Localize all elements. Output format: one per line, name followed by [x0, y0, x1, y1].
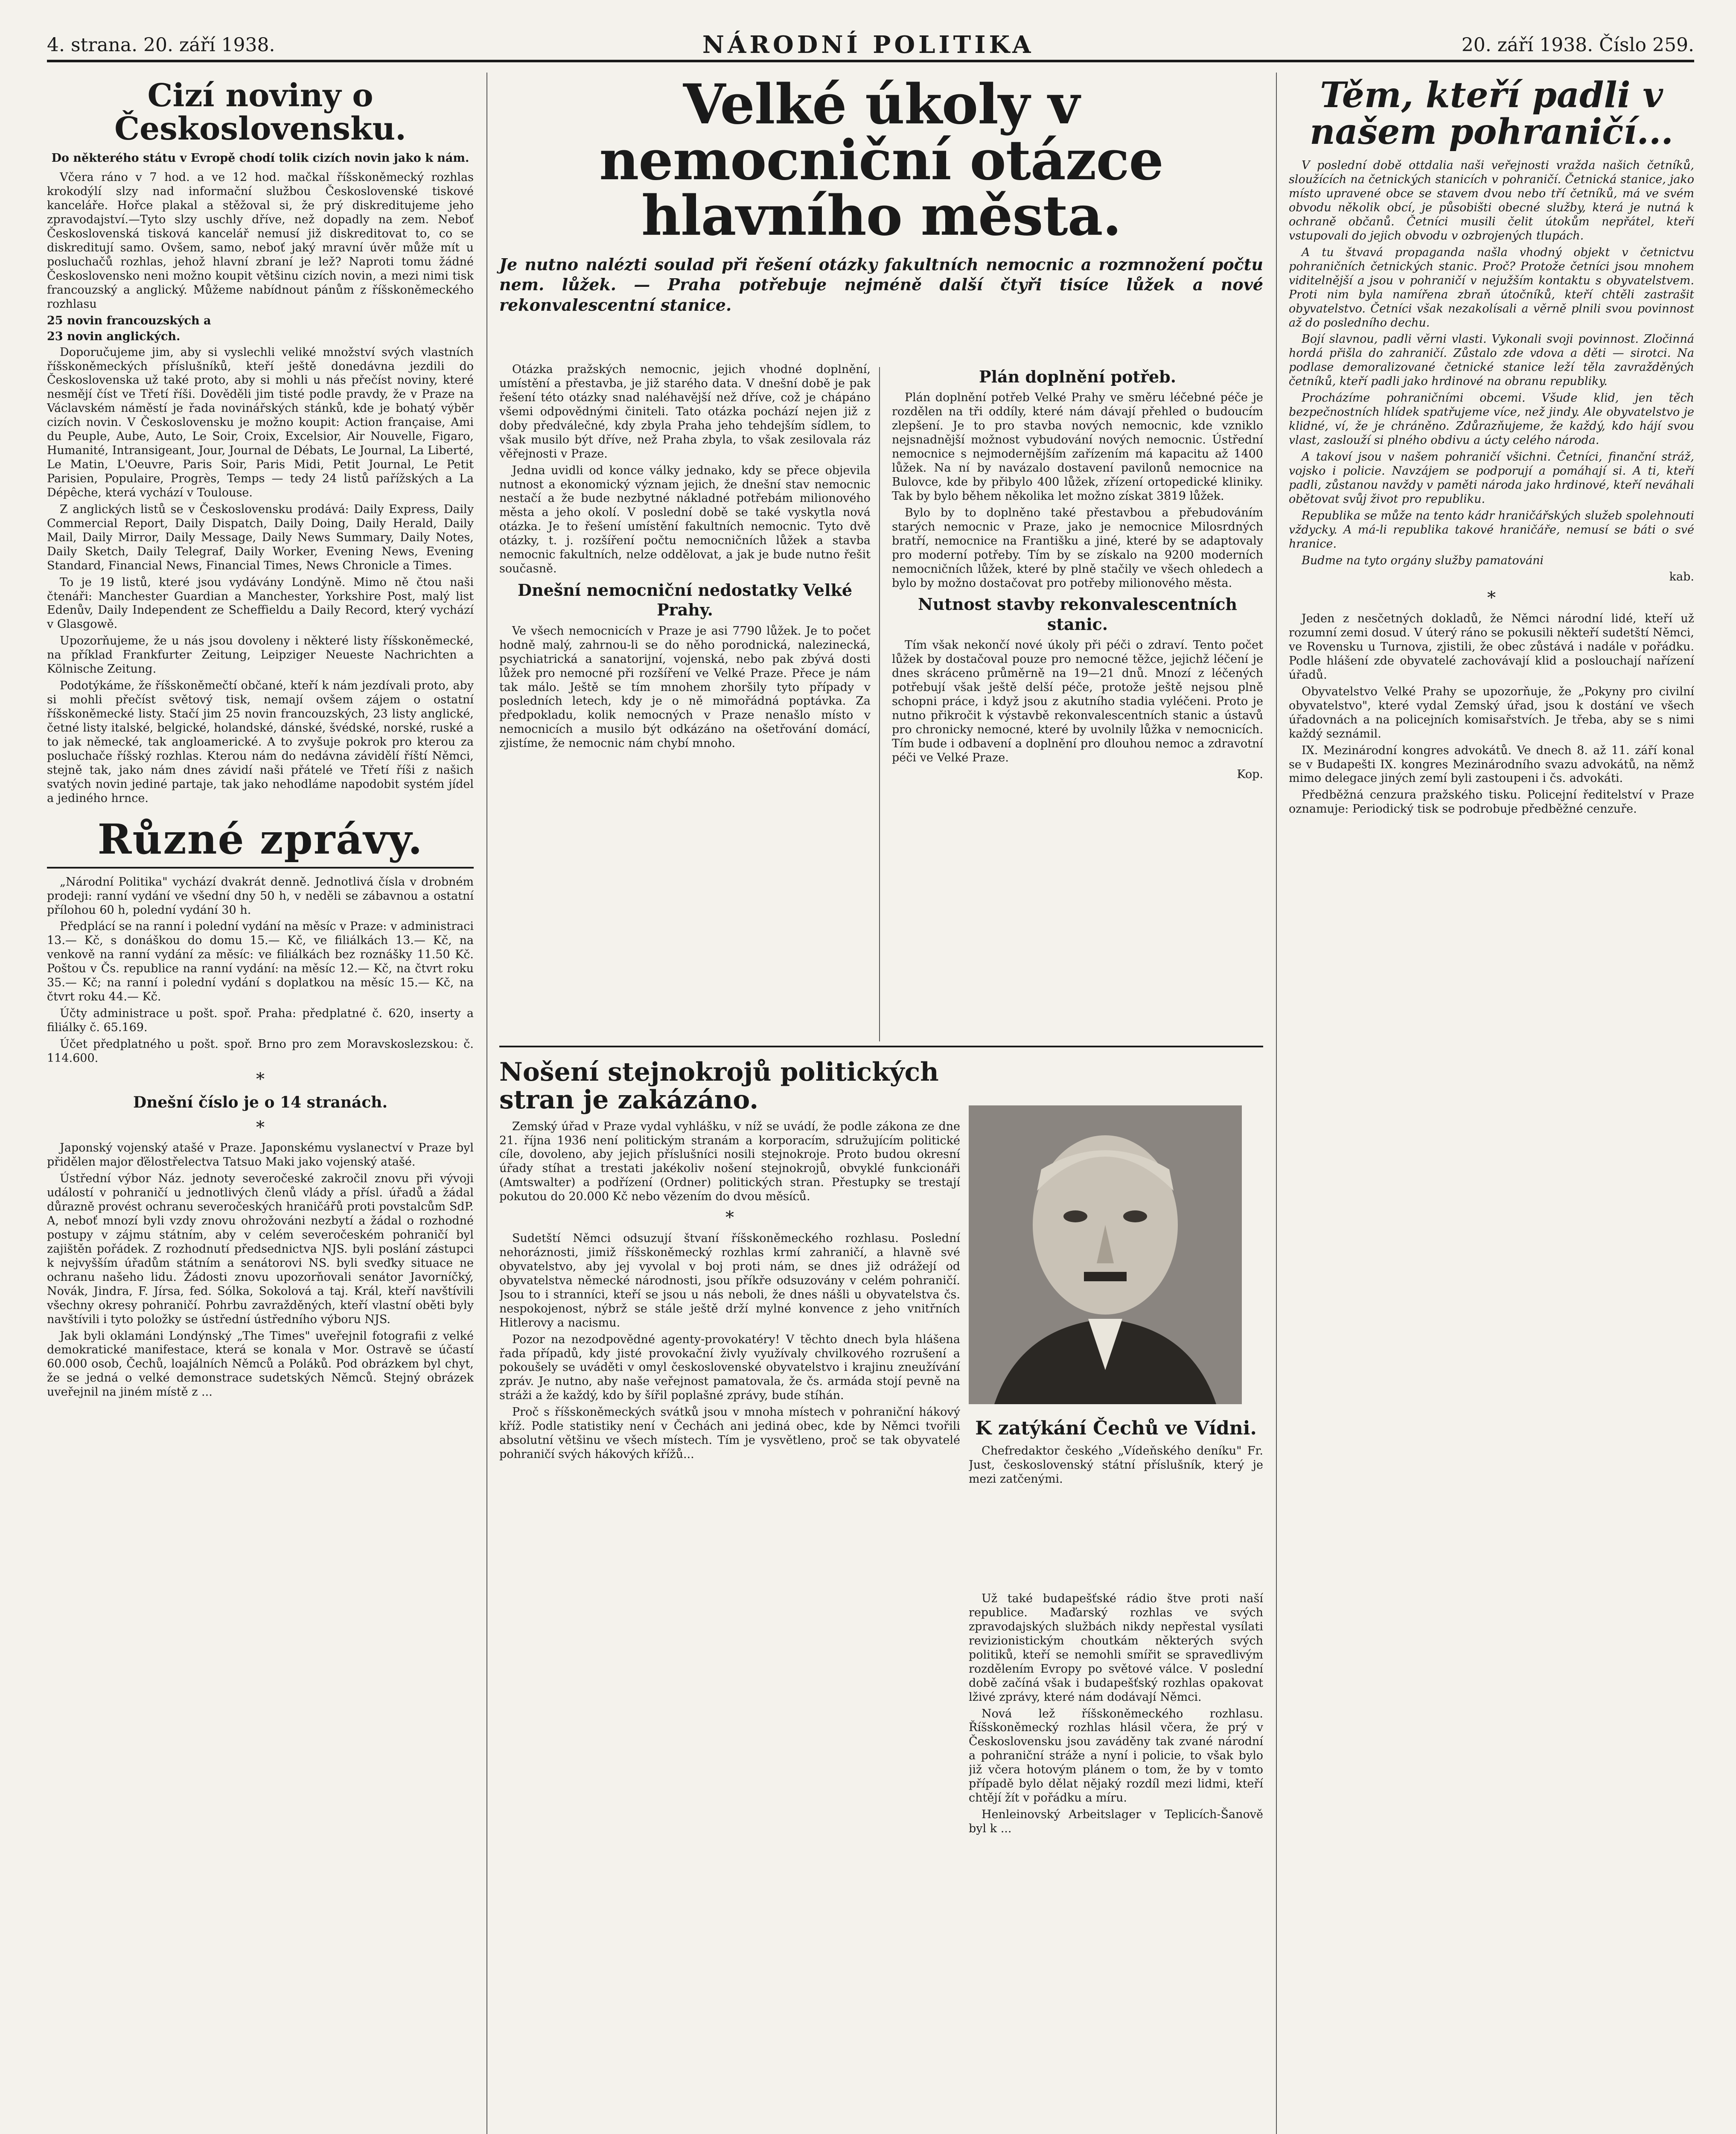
news-item: Obyvatelstvo Velké Prahy se upozorňuje, že „Pokyny pro civilní obyvatelstvo", které vydal Zemský úřad, jsou k dostání ve všech úřadovnách a na policejních komisařstvích. Je třeba, aby se s nimi každý seznámil.: [1289, 685, 1694, 740]
paragraph: A tu štvavá propaganda našla vhodný objekt v četnictvu pohraničních četnických stanic. Proč? Protože četníci jsou mnohem viditelnější a jsou v pohraničí v nejužším kontaktu s obyvatelstvem. Proti nim byla namířena zbraň útočníků, kteří chtěli zastrašit obyvatelstvo. Četníci však nezakolísali a věrně plnili svou povinnost až do posledního dechu.: [1289, 245, 1694, 329]
article-title: Nošení stejnokrojů politických stran je zakázáno.: [499, 1058, 939, 1115]
separator-star: *: [256, 1117, 265, 1137]
news-item: Předběžná cenzura pražského tisku. Policejní ředitelství v Praze oznamuje: Periodický tisk se podrobuje předběžné cenzuře.: [1289, 788, 1694, 816]
paragraph: Podotýkáme, že říšskoněmečtí občané, kteří k nám jezdívali proto, aby si mohli přečíst světový tisk, nemají ovšem zájem o ostatní říšskoněmecké listy. Stačí jim 25 novin francouzských, 23 listy anglické, četné listy italské, belgické, holandské, dánské, švédské, norské, ruské a to jak německé, tak angloamerické. A to zvyšuje pokrok pro kterou za posluchače říšský rozhlas. Kterou nám do nedávna závidělí říští Němci, stejně tak, jako nám dnes závidí naši přátelé ve Třetí říši z našich svatých novin jediné partaje, tak jako nehodláme napodobit systém jídel a jediného hrnce.: [47, 679, 474, 805]
caption-title: K zatýkání Čechů ve Vídni.: [975, 1417, 1257, 1439]
issue-notice: Dnešní číslo je o 14 stranách.: [133, 1093, 387, 1111]
paragraph: „Národní Politika" vychází dvakrát denně. Jednotlivá čísla v drobném prodeji: ranní vydání ve všední dny 50 h, v neděli se zábavnou a ostatní přílohou 60 h, polední vydání 30 h.: [47, 875, 474, 917]
center-lower-right: [969, 1592, 1263, 2134]
list-entry: 25 novin francouzských a: [47, 314, 211, 327]
paragraph: Republika se může na tento kádr hraničářských služeb spolehnouti vždycky. A má-li republika takové hraničáře, nemusí se báti o své hranice.: [1289, 509, 1694, 551]
news-item: Jak byli oklamáni Londýnský „The Times" uveřejnil fotografii z velké demokratické manifestace, která se konala v Mor. Ostravě se účastí 60.000 osob, Čechů, loajálních Němců a Poláků. Pod obrázkem byl chyt, že se jedná o velké demonstrace sudetských Němců. Stejný obrázek uveřejnil na jiném místě z ...: [47, 1329, 474, 1399]
paragraph: Otázka pražských nemocnic, jejich vhodné doplnění, umístění a přestavba, je již starého data. V dnešní době je pak řešení této otázky snad naléhavější než dříve, což je chápáno všemi odpovědnými činiteli. Tato otázka pochází nejen již z doby předválečné, kdy zbyla Praha jeho tehdejším sídlem, to však musilo být dříve, než Praha zbyla, to však zesilovala ráz věřejnosti v Praze.: [499, 363, 871, 461]
list-entry: 23 novin anglických.: [47, 329, 181, 343]
column-rule: [1276, 73, 1277, 2134]
paragraph: Zemský úřad v Praze vydal vyhlášku, v níž se uvádí, že podle zákona ze dne 21. října 1936 není politickým stranám a korporacím, sdružujícím politické cíle, dovoleno, aby jejich příslušníci nosili stejnokroje. Proto budou okresní úřady stíhat a trestati jakékoliv nošení stejnokrojů, obvyklé funkcionáři (Amtswalter) a podřízení (Ordner) politických stran. Přestupky se trestají pokutou do 20.000 Kč nebo vězením do dvou měsíců.: [499, 1119, 960, 1204]
paragraph: Tím však nekončí nové úkoly při péči o zdraví. Tento počet lůžek by dostačoval pouze pro nemocné těžce, jejichž léčení je dnes skráceno průměrně na 19—21 dnů. Mnozí z léčených potřebují však ještě delší péče, protože ještě nejsou plně schopni práce, i když jsou z akutního stadia vyléčeni. Proto je nutno přikročit k výstavbě rekonvalescentních stanic a ústavů pro chronicky nemocné, které by uvolnily lůžka v nemocnicích. Tím bude i odbavení a doplnění pro dlouhou nemoc a zdravotní péči ve Velké Praze.: [892, 638, 1263, 764]
paragraph: Ve všech nemocnicích v Praze je asi 7790 lůžek. Je to počet hodně malý, zahrnou-li se do něho porodnická, nalezinecká, psychiatrická a sanatorijní, vojenská, nebo pak zbývá dosti lůžek pro nemocné při rozšíření ve Velké Praze. Přece je nám tak málo. Ještě se tím mnohem zhoršily tyto případy v posledních letech, kdy je o ně mimořádná poptávka. Za předpokladu, kolik nemocných v Praze nenašlo místo v nemocnicích a musilo být odkázáno na ošetřování domácí, zjistíme, že nemocnic nám chybí mnoho.: [499, 624, 871, 750]
paragraph: Upozorňujeme, že u nás jsou dovoleny i některé listy říšskoněmecké, na příklad Frankfurter Zeitung, Leipziger Neueste Nachrichten a Kölnische Zeitung.: [47, 634, 474, 676]
section-divider: [499, 1046, 1263, 1047]
left-column: [47, 77, 474, 2134]
photo-caption: [969, 1413, 1263, 1583]
paragraph: Včera ráno v 7 hod. a ve 12 hod. mačkal říšskoněmecký rozhlas krokodýlí slzy nad informační službou Československé tiskové kanceláře. Hořce plakal a stěžoval si, že prý diskreditujeme jeho zpravodajství.—Tyto slzy uschly dříve, než dopadly na zem. Neboť Československá tisková kancelář nemusí již diskreditovat to, co se diskreditují samo. Ovšem, samo, neboť jaký mravní úvěr může mít u posluchačů rozhlas, jehož hlavní zbraní je lež? Naproti tomu žádné Československo neni možno koupit většinu cizích novin, a mezi nimi tisk francouzský a anglický. Můžeme nabídnout pánům z říšskoněmeckého rozhlasu: [47, 171, 474, 311]
news-item: Nová lež říšskoněmeckého rozhlasu. Říšskoněmecký rozhlas hlásil včera, že prý v Československu jsou zaváděny tak zvané národní a pohraniční stráže a nyní i policie, to však bylo již včera hotovým plánem o tom, že by v tomto případě bylo dělat nějaký rozdíl mezi lidmi, kteří chtějí žít v pořádku a míru.: [969, 1707, 1263, 1805]
header-left: 4. strana. 20. září 1938.: [47, 34, 275, 56]
section-title: Nutnost stavby rekonvalescentních stanic.: [918, 595, 1238, 634]
column-rule: [879, 367, 880, 1041]
news-item: IX. Mezinárodní kongres advokátů. Ve dnech 8. až 11. září konal se v Budapešti IX. kongres Mezinárodního svazu advokátů, na němž mimo delegace jiných zemí byli zastoupeni i čs. advokáti.: [1289, 743, 1694, 785]
news-item: Už také budapešťské rádio štve proti naší republice. Maďarský rozhlas ve svých zpravodajských službách nikdy nepřestal vysílati revizionistickým choutkám některých svých politiků, kteří se nemohli smířit se spravedlivým rozdělením Evropy po světové válce. V poslední době začíná však i budapešťský rozhlas opakovat lživé zprávy, které nám dodávají Němci.: [969, 1592, 1263, 1704]
separator-star: *: [1487, 588, 1496, 608]
main-article-header: [499, 73, 1263, 315]
paragraph: Bylo by to doplněno také přestavbou a přebudováním starých nemocnic v Praze, jako je nemocnice Milosrdných bratří, nemocnice na Františku a jiné, které by se adaptovaly pro moderní potřeby. Tím by se získalo na 9200 moderních nemocničních lůžek, které by plně stačily ve všech ohledech a bylo by možno dostačovat pro potřeby milionového města.: [892, 506, 1263, 590]
masthead: NÁRODNÍ POLITIKA: [702, 31, 1034, 59]
main-headline: Velké úkoly v nemocniční otázce hlavního města.: [599, 73, 1163, 248]
paragraph: To je 19 listů, které jsou vydávány Londýně. Mimo ně čtou naši čtenáři: Manchester Guardian a Manchester, Yorkshire Post, malý list Edenův, Daily Independent ze Scheffieldu a Daily Record, který vychází v Glasgowě.: [47, 575, 474, 631]
news-item: Japonský vojenský atašé v Praze. Japonskému vyslanectví v Praze byl přidělen major ďělostřelectva Tatsuo Maki jako vojenský atašé.: [47, 1141, 474, 1169]
newspaper-page: [47, 30, 1694, 2134]
article-subtitle: Do některého státu v Evropě chodí tolik cizích novin jako k nám.: [51, 152, 469, 165]
article-title: Těm, kteří padli v našem pohraničí...: [1310, 77, 1673, 153]
paragraph: Plán doplnění potřeb Velké Prahy ve směru léčebné péče je rozdělen na tři oddíly, které nám dávají přehled o budoucím zlepšení. Je to pro stavba nových nemocnic, kde vzniklo nejsnadnější možnost vybudování nových nemocnic. Ústřední nemocnice s nejmodernějším zařízením má kapacitu až 1400 lůžek. Na ní by navázalo dostavení pavilonů nemocnice na Bulovce, kde by přibylo 400 lůžek, zřízení ortopedické kliniky. Tak by bylo během několika let možno získat 3819 lůžek.: [892, 391, 1263, 503]
news-item: Henleinovský Arbeitslager v Teplicích-Šanově byl k ...: [969, 1808, 1263, 1835]
header-right: 20. září 1938. Číslo 259.: [1461, 34, 1694, 56]
paragraph: Budme na tyto orgány služby pamatováni: [1302, 554, 1544, 567]
paragraph: Procházíme pohraničními obcemi. Všude klid, jen těch bezpečnostních hlídek spatřujeme více, než jindy. Ale obyvatelstvo je klidné, ví, že je chráněno. Zdůrazňujeme, že každý, kdo hájí svou vlast, zaslouží si plného obdivu a úcty celého národa.: [1289, 391, 1694, 447]
column-rule: [486, 73, 487, 2134]
section-title: Dnešní nemocniční nedostatky Velké Prahy.: [517, 580, 853, 620]
author-signature: Kop.: [1237, 767, 1263, 781]
section-title: Plán doplnění potřeb.: [979, 367, 1176, 386]
page-header: [47, 30, 1694, 62]
separator-star: *: [725, 1208, 734, 1228]
center-column-2: [892, 363, 1263, 1037]
center-column-1: [499, 363, 871, 1037]
paragraph: Bojí slavnou, padli věrni vlasti. Vykonali svoji povinnost. Zločinná hordá přišla do zahraničí. Zůstalo zde vdova a děti — sirotci. Na podlase demoralizované četnické stanice leží těla zavražděných četníků, kteří padli jako hrdinové na obranu republiky.: [1289, 332, 1694, 388]
news-item: Ústřední výbor Náz. jednoty severočeské zakročil znovu při vývoji událostí v pohraničí u jednotlivých členů vlády a přísl. úřadů a žádal důrazně provést ochranu severočeských hraničářů proti povstalcům SdP. A, neboť mnozí byli vzdy znovu ohrožováni nezbytí a žádal o rozhodné postupy v zájmu státním, aby v celém severočeském pohraničí byl zajištěn pořádek. Z rozhodnutí předsednictva NJS. byli poslání zástupci k nejvyšším úřadům státním a senátorovi NS. byli sveďky situace ne ochranu našeho lidu. Žádosti znovu upozorňovali senátor Javorníčký, Novák, Jindra, F. Jírsa, fed. Sólka, Sokolová a taj. Král, kteří navštívili všechny okresy pohraničí. Pohrbu zavražděných, kteří vlastní oběti byly navštívili i tyto položky se ústřední ústředního výboru NJS.: [47, 1172, 474, 1326]
news-item: Proč s říšskoněmeckých svátků jsou v mnoha místech v pohraniční hákový kříž. Podle statistiky není v Čechách ani jediná obec, kde by Němci tvořili absolutní většinu ve všech místech. Tím je vysvětleno, proč se tak obyvatelé pohraničí svých hákových křížů...: [499, 1405, 960, 1461]
article-title: Cizí noviny o Československu.: [114, 77, 406, 147]
news-item: Pozor na nezodpovědné agenty-provokatéry! V těchto dnech byla hlášena řada případů, kdy jisté provokační živly využívaly chvilkového rozrušení a pokoušely se uváděti v omyl československé obyvatelstvo i krajinu zneužívání zpráv. Je nutno, aby naše veřejnost pamatovala, že čs. armáda stojí pevně na stráži a že každý, kdo by šířil poplašné zprávy, bude stíhán.: [499, 1332, 960, 1402]
section-title: Různé zprávy.: [47, 814, 474, 869]
paragraph: Předplácí se na ranní i polední vydání na měsíc v Praze: v administraci 13.— Kč, s donáškou do domu 15.— Kč, ve filiálkách 13.— Kč, na venkově na ranní vydání za měsíc: ve filiálkách bez roznášky 11.50 Kč. Poštou v Čs. republice na ranní vydání: na měsíc 12.— Kč, na čtvrt roku 35.— Kč; na ranní i polední vydání s doplatkou na měsíc 15.— Kč, na čtvrt roku 44.— Kč.: [47, 920, 474, 1004]
separator-star: *: [256, 1069, 265, 1089]
right-column: [1289, 77, 1694, 2134]
portrait-photo: [969, 1105, 1242, 1404]
news-item: Jeden z nesčetných dokladů, že Němci národní lidé, kteří už rozumní zemi dosud. V úterý ráno se pokusili někteří sudetští Němci, ve Rovensku u Turnova, zjistili, že obec zůstává i nadále v pořádku. Podle hlášení zde obyvatelé zachovávají klid a poslouchají nařízení úřadů.: [1289, 612, 1694, 682]
paragraph: Z anglických listů se v Československu prodává: Daily Express, Daily Commercial Report, Daily Dispatch, Daily Doing, Daily Herald, Daily Mail, Daily Mirror, Daily Message, Daily News Summary, Daily Notes, Daily Sketch, Daily Telegraf, Daily Worker, Evening News, Evening Standard, Financial News, Financial Times, News Chronicle a Times.: [47, 502, 474, 572]
caption-text: Chefredaktor českého „Vídeňského deníku" Fr. Just, československý státní příslušník, který je mezi zatčenými.: [969, 1444, 1263, 1486]
main-lead: Je nutno nalézti soulad při řešení otázky fakultních nemocnic a rozmnožení počtu nem. lůžek. — Praha potřebuje nejméně další čtyři tisíce lůžek a nové rekonvalescentní stanice.: [499, 254, 1263, 315]
paragraph: V poslední době ottdalia naši veřejnosti vražda našich četníků, sloužících na četnických stanicích v pohraničí. Četnická stanice, jako místo upravené obce se stavem dvou nebo tří četníků, má ve svém obvodu několik obcí, je působišti obecné služby, která je nutná k ochraně občanů. Četníci musili čelit útokům nepřátel, kteří vstupovali do jejich obvodu v ozbrojených tlupách.: [1289, 159, 1694, 242]
paragraph: Jedna uvidli od konce války jednako, kdy se přece objevila nutnost a ekonomický význam jejich, že dnešní stav nemocnic nestačí a že bude nezbytné nákladné potřebám milionového města a jeho okolí. V poslední době se také vyskytla nová otázka. Je to řešení umístění fakultních nemocnic. Tyto dvě otázky, t. j. rozšíření počtu nemocničních lůžek a stavba nemocnic fakultních, nelze oddělovat, a jak je bude nutno řešit současně.: [499, 464, 871, 576]
news-item: Sudetští Němci odsuzují štvaní říšskoněmeckého rozhlasu. Poslední nehoráznosti, jimiž říšskoněmecký rozhlas krmí zahraničí, a hlavně své obyvatelstvo, aby jej vyvolal v boj proti nám, se dnes již odrážejí od obyvatelstva německé národnosti, jsou příkře odsuzovány v celém pohraničí. Jsou to i stranníci, kteří se jsou u nás neboli, že dnes nášli u obyvatelstva čs. nespokojenost, nýbrž se stále ještě drží mylné konvence z jeho vnitřních Hitlerovy a nacismu.: [499, 1232, 960, 1329]
paragraph: Doporučujeme jim, aby si vyslechli veliké množství svých vlastních říšskoněmeckých příslušníků, kteří ještě donedávna jezdili do Československa už také proto, aby si mohli u nás přečíst noviny, které nesmějí číst ve Třetí říši. Dověděli jim tisté podle pravdy, že v Praze na Václavském náměstí je řada novinářských stánků, kde je bohatý výběr cizích novin. V Československu je možno koupit: Action française, Ami du Peuple, Aube, Auto, Le Soir, Croix, Excelsior, Air Nouvelle, Figaro, Humanité, Intransigeant, Jour, Journal de Débats, Le Journal, La Liberté, Le Matin, L'Oeuvre, Paris Soir, Paris Midi, Petit Journal, Le Petit Parisien, Populaire, Progrès, Temps — tedy 24 listů pařížských a La Dépêche, která vychází v Toulouse.: [47, 345, 474, 499]
author-signature: kab.: [1669, 570, 1694, 584]
paragraph: Účty administrace u pošt. spoř. Praha: předplatné č. 620, inserty a filiálky č. 65.169.: [47, 1007, 474, 1035]
center-lower-left: [499, 1058, 960, 2134]
paragraph: Účet předplatného u pošt. spoř. Brno pro zem Moravskoslezskou: č. 114.600.: [47, 1037, 474, 1065]
paragraph: A takoví jsou v našem pohraničí všichni. Četníci, finanční stráž, vojsko i policie. Navzájem se podporují a pomáhají si. A ti, kteří padli, zůstanou navždy v paměti národa jako hrdinové, kteří neváhali obětovat svůj život pro republiku.: [1289, 450, 1694, 506]
